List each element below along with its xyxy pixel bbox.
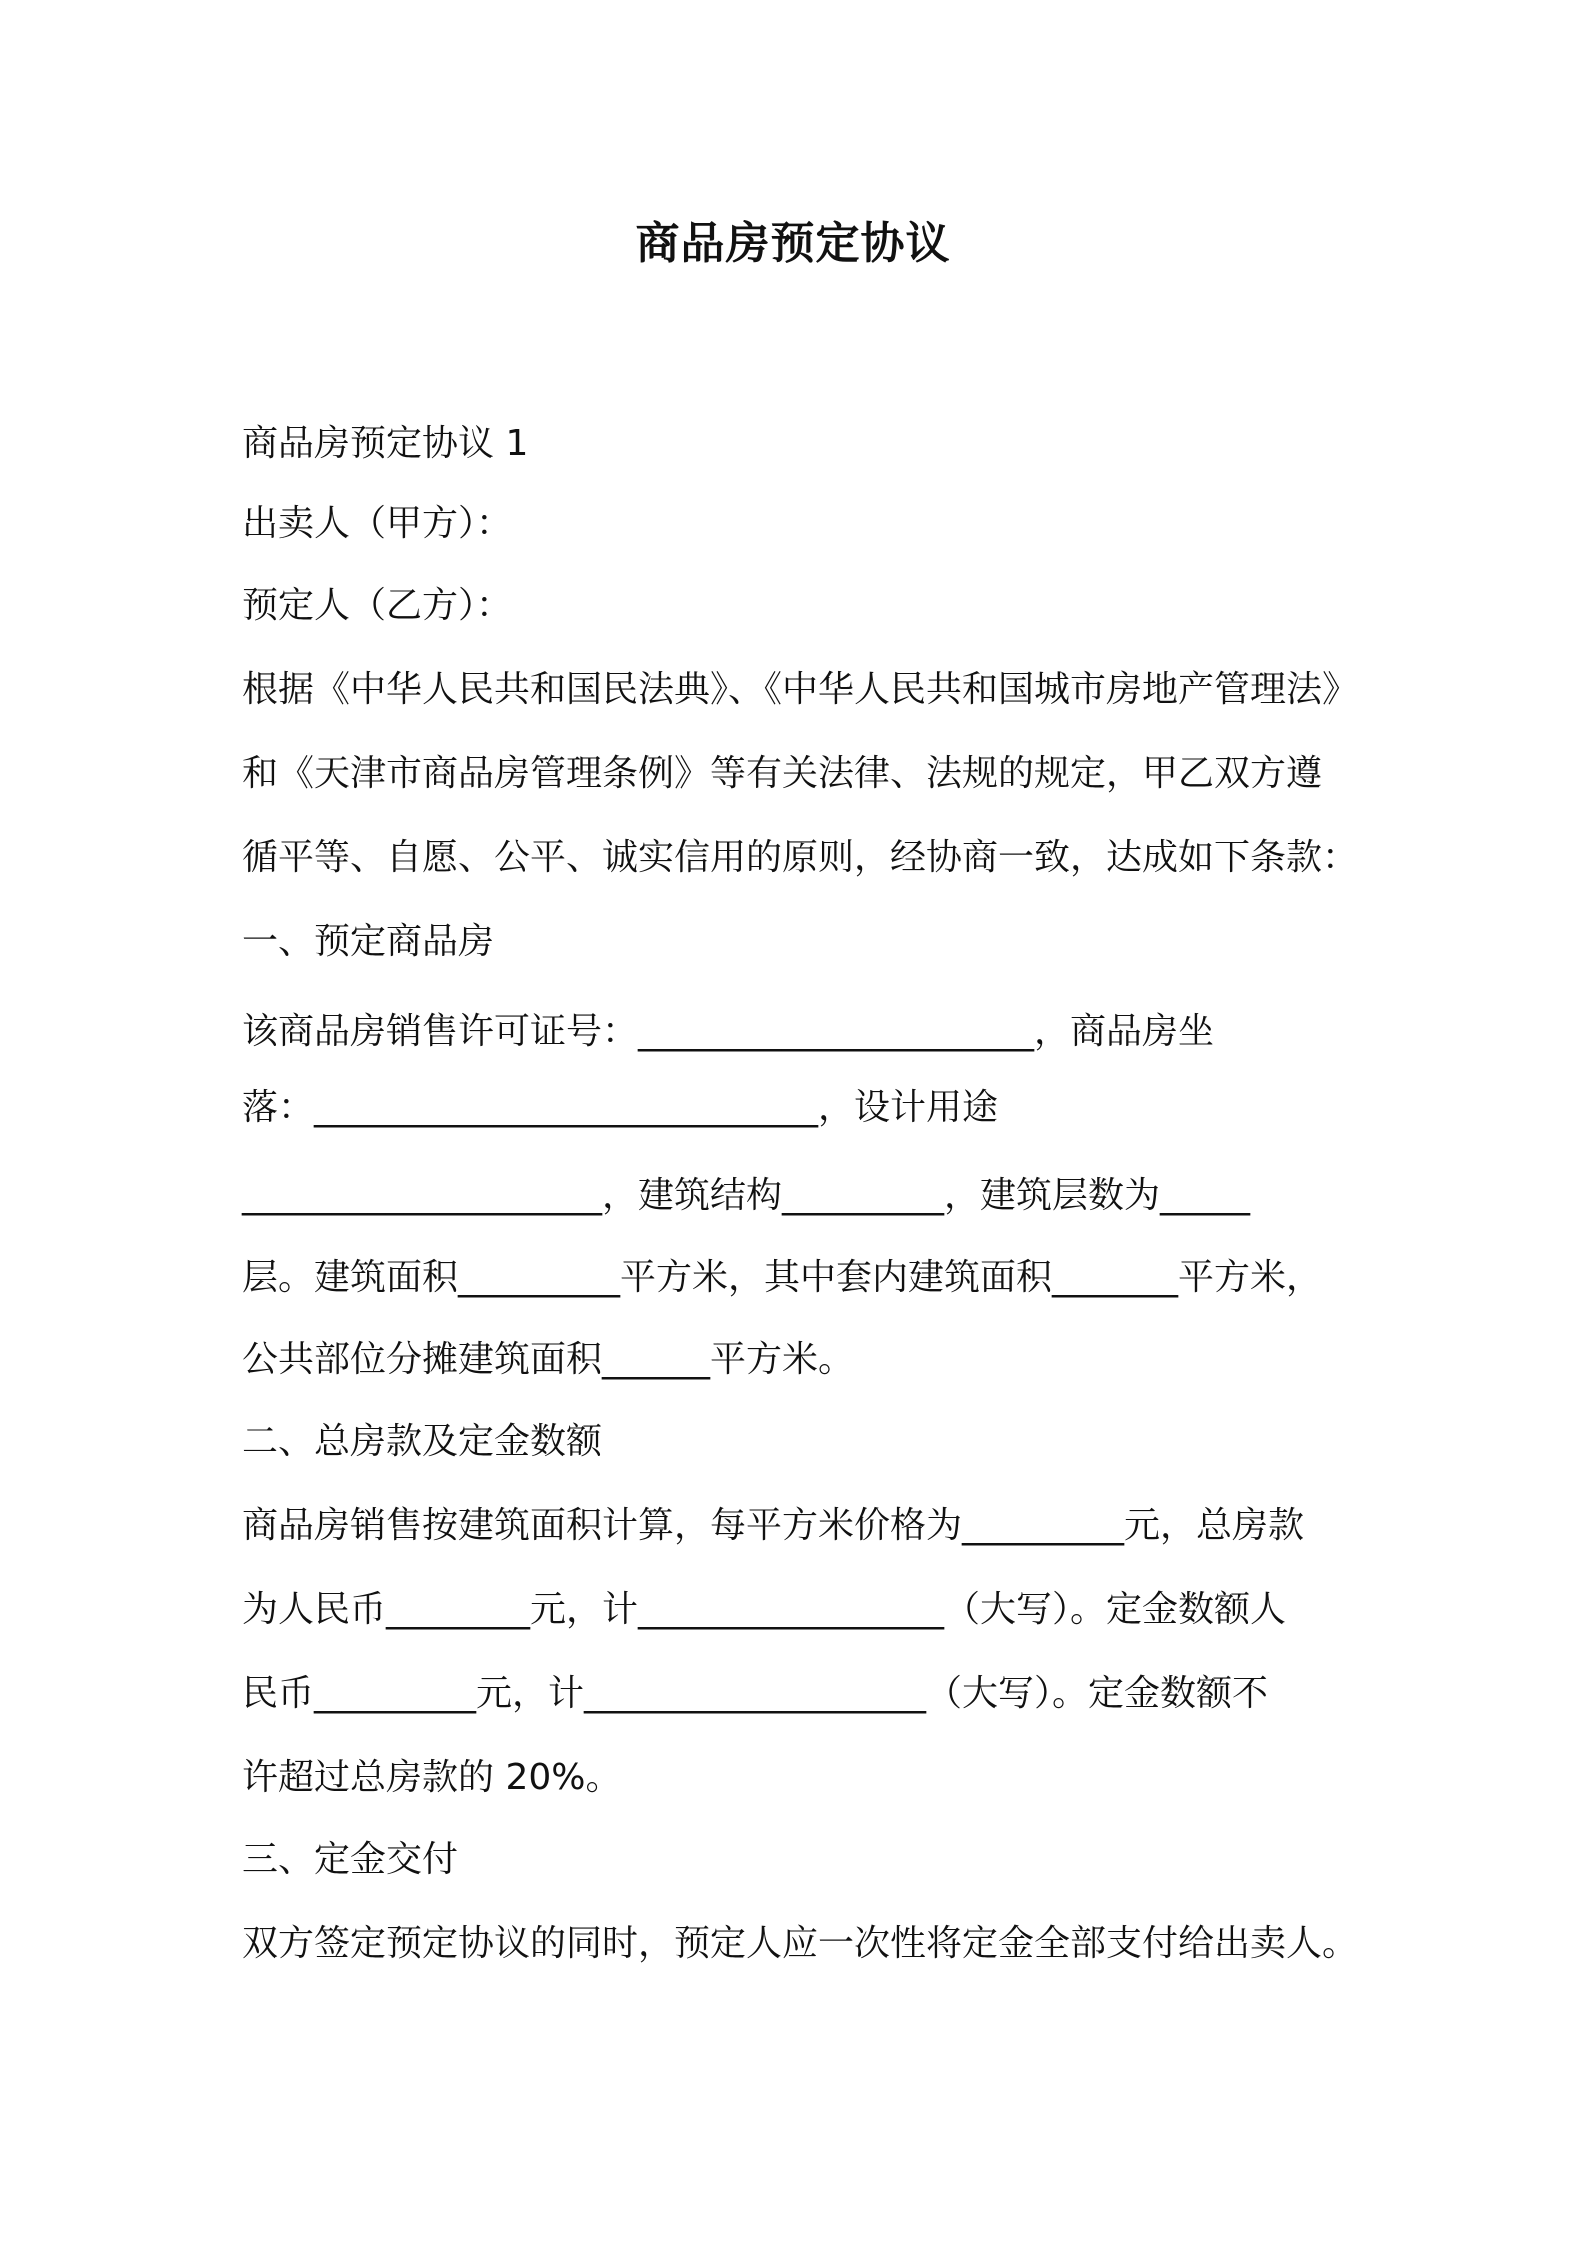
section-1-line-4: 层。建筑面积_________平方米，其中套内建筑面积_______平方米， [242,1257,1323,1298]
section-1-line-5: 公共部位分摊建筑面积______平方米。 [242,1339,855,1380]
section-1-line-2: 落：____________________________，设计用途 [242,1087,999,1128]
section-2-line-2: 为人民币________元，计_________________（大写）。定金数额人 [242,1589,1287,1630]
document-title: 商品房预定协议 [635,218,951,269]
section-1-line-3: ____________________，建筑结构_________，建筑层数为_____ [242,1175,1251,1216]
preamble-line-2: 和《天津市商品房管理条例》等有关法律、法规的规定，甲乙双方遵 [242,753,1323,794]
seller-line: 出卖人（甲方）： [242,503,513,544]
section-heading-1: 一、预定商品房 [242,921,495,962]
section-3-line-1: 双方签定预定协议的同时，预定人应一次性将定金全部支付给出卖人。 [242,1923,1359,1964]
section-2-line-3: 民币_________元，计___________________（大写）。定金数额不 [242,1673,1269,1714]
section-1-line-1: 该商品房销售许可证号：______________________，商品房坐 [242,1011,1215,1052]
preamble-line-3: 循平等、自愿、公平、诚实信用的原则，经协商一致，达成如下条款： [242,837,1359,878]
section-heading-3: 三、定金交付 [242,1839,459,1880]
buyer-line: 预定人（乙方）： [242,585,513,626]
section-2-line-4: 许超过总房款的 20%。 [242,1757,622,1798]
section-heading-2: 二、总房款及定金数额 [242,1421,603,1462]
section-2-line-1: 商品房销售按建筑面积计算，每平方米价格为_________元，总房款 [242,1505,1305,1546]
preamble-line-1: 根据《中华人民共和国民法典》、《中华人民共和国城市房地产管理法》 [242,669,1359,710]
agreement-subtitle: 商品房预定协议 1 [242,423,529,464]
